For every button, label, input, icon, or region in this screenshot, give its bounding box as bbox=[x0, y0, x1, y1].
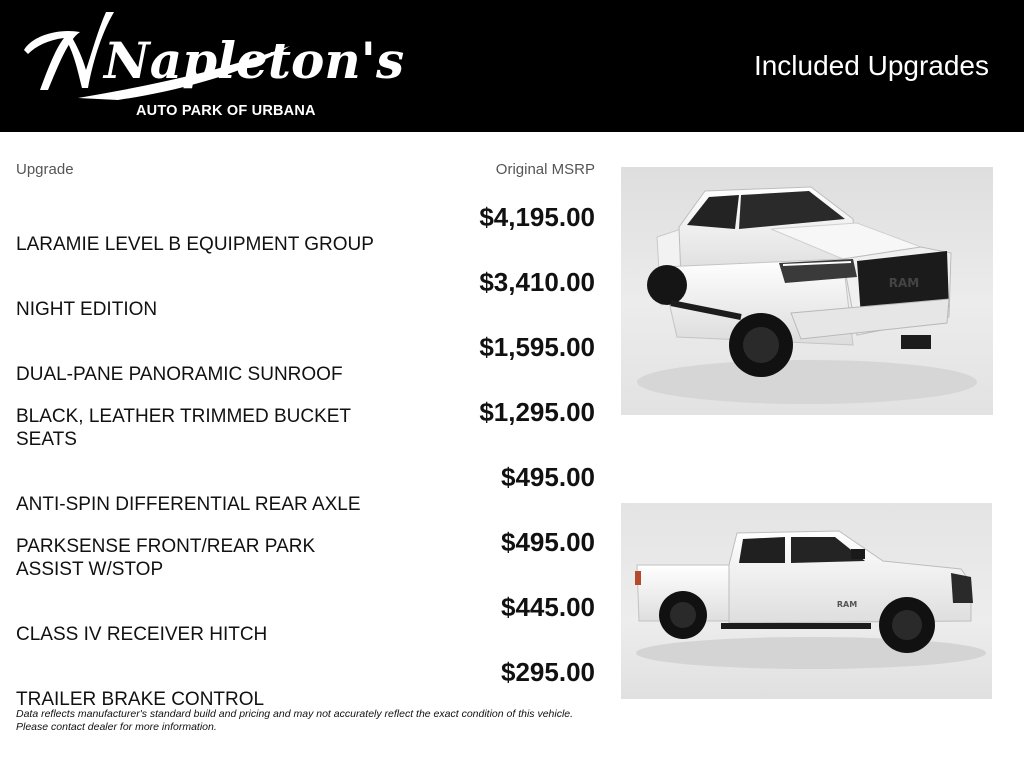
upgrade-price: $495.00 bbox=[501, 527, 595, 557]
logo-subtitle: AUTO PARK OF URBANA bbox=[136, 103, 316, 119]
upgrade-name: DUAL-PANE PANORAMIC SUNROOF bbox=[16, 364, 343, 385]
upgrade-row bbox=[16, 202, 595, 262]
upgrade-price: $4,195.00 bbox=[479, 202, 595, 232]
column-header-msrp: Original MSRP bbox=[495, 161, 595, 178]
upgrade-price: $3,410.00 bbox=[479, 267, 595, 297]
upgrade-price: $445.00 bbox=[501, 592, 595, 622]
upgrade-price: $495.00 bbox=[501, 462, 595, 492]
upgrade-row bbox=[16, 527, 595, 587]
ram-badge-side: RAM bbox=[836, 600, 858, 609]
truck-side-photo[interactable] bbox=[621, 503, 992, 699]
page-title: Included Upgrades bbox=[753, 50, 989, 81]
upgrade-name: TRAILER BRAKE CONTROL bbox=[16, 689, 265, 710]
upgrade-name: NIGHT EDITION bbox=[16, 299, 158, 320]
upgrade-row bbox=[16, 397, 595, 457]
ram-badge-front: RAM bbox=[888, 276, 920, 290]
upgrade-row bbox=[16, 332, 595, 392]
upgrade-name: BLACK, LEATHER TRIMMED BUCKET SEATS bbox=[16, 406, 351, 450]
upgrade-price: $1,595.00 bbox=[479, 332, 595, 362]
upgrade-name: PARKSENSE FRONT/REAR PARK ASSIST W/STOP bbox=[16, 536, 316, 580]
upgrade-name: LARAMIE LEVEL B EQUIPMENT GROUP bbox=[16, 234, 374, 255]
upgrade-price: $295.00 bbox=[501, 657, 595, 687]
upgrade-name: CLASS IV RECEIVER HITCH bbox=[16, 624, 268, 645]
svg-text:Napleton's: Napleton's bbox=[104, 31, 405, 90]
truck-front-photo[interactable] bbox=[621, 167, 993, 415]
column-header-upgrade: Upgrade bbox=[16, 161, 74, 178]
upgrade-row bbox=[16, 462, 595, 522]
upgrade-row bbox=[16, 592, 595, 652]
dealer-logo[interactable] bbox=[18, 6, 405, 128]
upgrade-name: ANTI-SPIN DIFFERENTIAL REAR AXLE bbox=[16, 494, 361, 515]
header-bar bbox=[0, 0, 1024, 132]
disclaimer-text: Data reflects manufacturer's standard build and pricing and may not accurately reflect the exact condition of this vehicle. Please contact dealer for more information. bbox=[16, 708, 574, 733]
upgrade-price: $1,295.00 bbox=[479, 397, 595, 427]
upgrade-row bbox=[16, 267, 595, 327]
